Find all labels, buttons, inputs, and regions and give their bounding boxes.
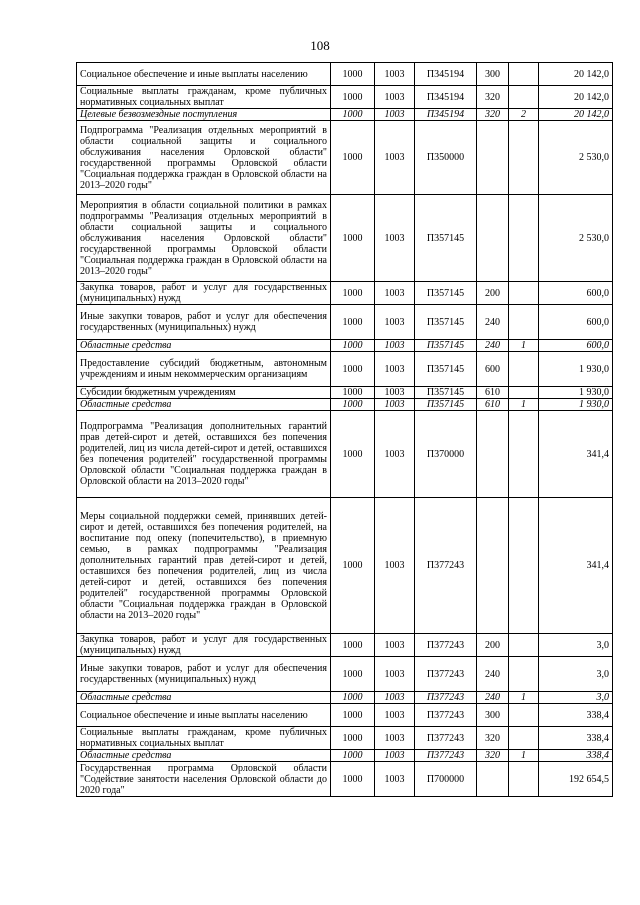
table-row — [77, 411, 613, 498]
subsection-code-cell: 1003 — [375, 411, 415, 498]
row-name-cell: Социальное обеспечение и иные выплаты населению — [77, 704, 331, 727]
row-name-cell: Областные средства — [77, 692, 331, 704]
target-article-cell: П350000 — [415, 121, 477, 195]
target-article-cell: П345194 — [415, 109, 477, 121]
section-code-cell: 1000 — [331, 109, 375, 121]
target-article-cell: П377243 — [415, 727, 477, 750]
amount-cell: 192 654,5 — [539, 762, 613, 797]
funding-source-cell — [509, 657, 539, 692]
row-name-cell: Закупка товаров, работ и услуг для государственных (муниципальных) нужд — [77, 282, 331, 305]
amount-cell: 20 142,0 — [539, 109, 613, 121]
funding-source-cell — [509, 387, 539, 399]
row-name-cell: Закупка товаров, работ и услуг для государственных (муниципальных) нужд — [77, 634, 331, 657]
expense-type-cell: 610 — [477, 387, 509, 399]
subsection-code-cell: 1003 — [375, 762, 415, 797]
amount-cell: 2 530,0 — [539, 195, 613, 282]
amount-cell: 338,4 — [539, 727, 613, 750]
page-number: 108 — [310, 38, 330, 53]
amount-cell: 1 930,0 — [539, 387, 613, 399]
target-article-cell: П357145 — [415, 305, 477, 340]
amount-cell: 341,4 — [539, 411, 613, 498]
target-article-cell: П357145 — [415, 399, 477, 411]
row-name-cell: Субсидии бюджетным учреждениям — [77, 387, 331, 399]
subsection-code-cell: 1003 — [375, 109, 415, 121]
expense-type-cell: 320 — [477, 727, 509, 750]
section-code-cell: 1000 — [331, 692, 375, 704]
funding-source-cell: 1 — [509, 692, 539, 704]
amount-cell: 600,0 — [539, 282, 613, 305]
section-code-cell: 1000 — [331, 750, 375, 762]
row-name-cell: Предоставление субсидий бюджетным, автономным учреждениям и иным некоммерческим организациям — [77, 352, 331, 387]
target-article-cell: П377243 — [415, 692, 477, 704]
funding-source-cell — [509, 305, 539, 340]
expense-type-cell: 240 — [477, 657, 509, 692]
funding-source-cell — [509, 121, 539, 195]
section-code-cell: 1000 — [331, 305, 375, 340]
subsection-code-cell: 1003 — [375, 305, 415, 340]
section-code-cell: 1000 — [331, 352, 375, 387]
row-name-cell: Иные закупки товаров, работ и услуг для обеспечения государственных (муниципальных) нужд — [77, 305, 331, 340]
amount-cell: 3,0 — [539, 657, 613, 692]
amount-cell: 1 930,0 — [539, 399, 613, 411]
subsection-code-cell: 1003 — [375, 195, 415, 282]
target-article-cell: П357145 — [415, 340, 477, 352]
row-name-cell: Областные средства — [77, 340, 331, 352]
expense-type-cell: 240 — [477, 692, 509, 704]
section-code-cell: 1000 — [331, 195, 375, 282]
target-article-cell: П370000 — [415, 411, 477, 498]
funding-source-cell — [509, 282, 539, 305]
expense-type-cell — [477, 762, 509, 797]
table-row — [77, 86, 613, 109]
amount-cell: 3,0 — [539, 634, 613, 657]
table-row — [77, 634, 613, 657]
target-article-cell: П357145 — [415, 387, 477, 399]
table-row — [77, 282, 613, 305]
table-row — [77, 657, 613, 692]
section-code-cell: 1000 — [331, 282, 375, 305]
expense-type-cell: 300 — [477, 63, 509, 86]
table-row — [77, 727, 613, 750]
subsection-code-cell: 1003 — [375, 352, 415, 387]
section-code-cell: 1000 — [331, 411, 375, 498]
section-code-cell: 1000 — [331, 399, 375, 411]
target-article-cell: П345194 — [415, 86, 477, 109]
target-article-cell: П377243 — [415, 704, 477, 727]
amount-cell: 338,4 — [539, 750, 613, 762]
section-code-cell: 1000 — [331, 762, 375, 797]
subsection-code-cell: 1003 — [375, 121, 415, 195]
target-article-cell: П357145 — [415, 282, 477, 305]
expense-type-cell — [477, 411, 509, 498]
row-name-cell: Социальное обеспечение и иные выплаты населению — [77, 63, 331, 86]
table-row — [77, 340, 613, 352]
subsection-code-cell: 1003 — [375, 63, 415, 86]
target-article-cell: П700000 — [415, 762, 477, 797]
target-article-cell: П377243 — [415, 657, 477, 692]
section-code-cell: 1000 — [331, 340, 375, 352]
funding-source-cell — [509, 498, 539, 634]
section-code-cell: 1000 — [331, 704, 375, 727]
amount-cell: 20 142,0 — [539, 63, 613, 86]
section-code-cell: 1000 — [331, 387, 375, 399]
target-article-cell: П345194 — [415, 63, 477, 86]
row-name-cell: Областные средства — [77, 750, 331, 762]
target-article-cell: П357145 — [415, 195, 477, 282]
table-row — [77, 704, 613, 727]
row-name-cell: Областные средства — [77, 399, 331, 411]
expense-type-cell — [477, 195, 509, 282]
funding-source-cell: 1 — [509, 750, 539, 762]
funding-source-cell — [509, 727, 539, 750]
table-row — [77, 762, 613, 797]
amount-cell: 600,0 — [539, 305, 613, 340]
row-name-cell: Целевые безвозмездные поступления — [77, 109, 331, 121]
table-row — [77, 63, 613, 86]
target-article-cell: П377243 — [415, 498, 477, 634]
amount-cell: 2 530,0 — [539, 121, 613, 195]
section-code-cell: 1000 — [331, 121, 375, 195]
expense-type-cell: 320 — [477, 109, 509, 121]
section-code-cell: 1000 — [331, 86, 375, 109]
funding-source-cell: 2 — [509, 109, 539, 121]
subsection-code-cell: 1003 — [375, 498, 415, 634]
row-name-cell: Государственная программа Орловской области "Содействие занятости населения Орловской области до 2020 года" — [77, 762, 331, 797]
expense-type-cell: 300 — [477, 704, 509, 727]
funding-source-cell — [509, 195, 539, 282]
amount-cell: 341,4 — [539, 498, 613, 634]
section-code-cell: 1000 — [331, 634, 375, 657]
subsection-code-cell: 1003 — [375, 634, 415, 657]
table-row — [77, 750, 613, 762]
subsection-code-cell: 1003 — [375, 704, 415, 727]
section-code-cell: 1000 — [331, 727, 375, 750]
target-article-cell: П377243 — [415, 750, 477, 762]
funding-source-cell — [509, 634, 539, 657]
table-body — [77, 63, 613, 797]
expense-type-cell: 320 — [477, 750, 509, 762]
funding-source-cell — [509, 352, 539, 387]
funding-source-cell — [509, 63, 539, 86]
expense-type-cell — [477, 121, 509, 195]
table-row — [77, 195, 613, 282]
section-code-cell: 1000 — [331, 657, 375, 692]
funding-source-cell: 1 — [509, 340, 539, 352]
table-row — [77, 498, 613, 634]
expense-type-cell — [477, 498, 509, 634]
expense-type-cell: 610 — [477, 399, 509, 411]
expense-type-cell: 200 — [477, 282, 509, 305]
amount-cell: 1 930,0 — [539, 352, 613, 387]
section-code-cell: 1000 — [331, 63, 375, 86]
expense-type-cell: 200 — [477, 634, 509, 657]
funding-source-cell — [509, 762, 539, 797]
subsection-code-cell: 1003 — [375, 86, 415, 109]
subsection-code-cell: 1003 — [375, 692, 415, 704]
subsection-code-cell: 1003 — [375, 282, 415, 305]
target-article-cell: П357145 — [415, 352, 477, 387]
row-name-cell: Мероприятия в области социальной политики в рамках подпрограммы "Реализация отдельных мероприятий в области социальной защиты и социального обслуживания населения Орловской области" государственной программы Орловской области "Социальная поддержка граждан в Орловской области на 2013–2020 годы" — [77, 195, 331, 282]
row-name-cell: Подпрограмма "Реализация отдельных мероприятий в области социальной защиты и социального обслуживания населения Орловской области" государственной программы Орловской области "Социальная поддержка граждан в Орловской области на 2013–2020 годы" — [77, 121, 331, 195]
expense-type-cell: 240 — [477, 305, 509, 340]
subsection-code-cell: 1003 — [375, 399, 415, 411]
subsection-code-cell: 1003 — [375, 727, 415, 750]
expense-type-cell: 240 — [477, 340, 509, 352]
table-row — [77, 692, 613, 704]
row-name-cell: Социальные выплаты гражданам, кроме публичных нормативных социальных выплат — [77, 86, 331, 109]
expense-type-cell: 320 — [477, 86, 509, 109]
subsection-code-cell: 1003 — [375, 387, 415, 399]
budget-table — [76, 62, 613, 797]
amount-cell: 3,0 — [539, 692, 613, 704]
row-name-cell: Иные закупки товаров, работ и услуг для обеспечения государственных (муниципальных) нужд — [77, 657, 331, 692]
table-row — [77, 352, 613, 387]
row-name-cell: Меры социальной поддержки семей, принявших детей-сирот и детей, оставшихся без попечения родителей, на воспитание под опеку (попечительство), в приемную семью, в рамках подпрограммы "Реализация дополнительных гарантий прав детей-сирот и детей, оставшихся без попечения родителей, лиц из числа детей-сирот и детей, оставшихся без попечения родителей" государственной программы Орловской области "Социальная поддержка граждан в Орловской области на 2013–2020 годы" — [77, 498, 331, 634]
amount-cell: 338,4 — [539, 704, 613, 727]
section-code-cell: 1000 — [331, 498, 375, 634]
subsection-code-cell: 1003 — [375, 340, 415, 352]
subsection-code-cell: 1003 — [375, 657, 415, 692]
funding-source-cell: 1 — [509, 399, 539, 411]
funding-source-cell — [509, 704, 539, 727]
amount-cell: 600,0 — [539, 340, 613, 352]
row-name-cell: Подпрограмма "Реализация дополнительных гарантий прав детей-сирот и детей, оставшихся без попечения родителей, лиц из числа детей-сирот и детей, оставшихся без попечения родителей" государственной программы Орловской области "Социальная поддержка граждан в Орловской области на 2013–2020 годы" — [77, 411, 331, 498]
table-row — [77, 121, 613, 195]
table-row — [77, 399, 613, 411]
table-row — [77, 109, 613, 121]
funding-source-cell — [509, 411, 539, 498]
table-row — [77, 387, 613, 399]
table-row — [77, 305, 613, 340]
expense-type-cell: 600 — [477, 352, 509, 387]
row-name-cell: Социальные выплаты гражданам, кроме публичных нормативных социальных выплат — [77, 727, 331, 750]
subsection-code-cell: 1003 — [375, 750, 415, 762]
funding-source-cell — [509, 86, 539, 109]
amount-cell: 20 142,0 — [539, 86, 613, 109]
target-article-cell: П377243 — [415, 634, 477, 657]
